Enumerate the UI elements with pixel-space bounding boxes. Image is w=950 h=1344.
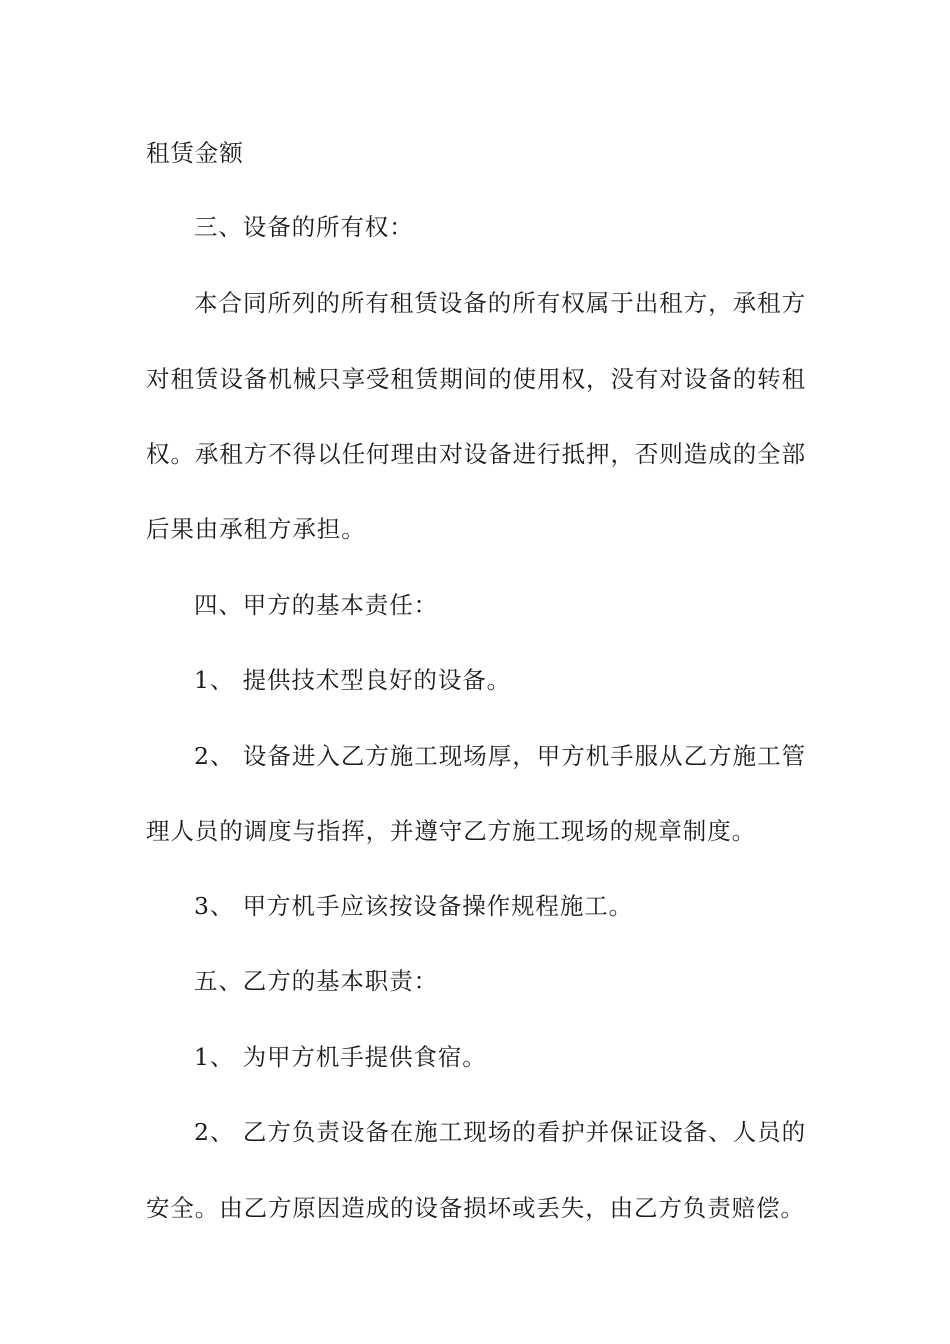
paragraph-line: 后果由承租方承担。 (146, 515, 366, 543)
paragraph-line: 对租赁设备机械只享受租赁期间的使用权，没有对设备的转租 (146, 365, 806, 393)
section-heading-party-b: 五、乙方的基本职责： (194, 967, 438, 995)
paragraph-line: 理人员的调度与指挥，并遵守乙方施工现场的规章制度。 (146, 817, 756, 845)
list-item: 1、 为甲方机手提供食宿。 (194, 1043, 487, 1071)
list-item: 3、 甲方机手应该按设备操作规程施工。 (194, 892, 634, 920)
list-item: 1、 提供技术型良好的设备。 (194, 666, 512, 694)
section-heading-party-a: 四、甲方的基本责任： (194, 591, 438, 619)
list-item: 2、 乙方负责设备在施工现场的看护并保证设备、人员的 (194, 1118, 806, 1146)
paragraph-line: 安全。由乙方原因造成的设备损坏或丢失，由乙方负责赔偿。 (146, 1194, 805, 1222)
list-item: 2、 设备进入乙方施工现场厚，甲方机手服从乙方施工管 (194, 742, 806, 770)
text-line-rental-amount: 租赁金额 (146, 139, 244, 167)
paragraph-line: 权。承租方不得以任何理由对设备进行抵押，否则造成的全部 (146, 440, 806, 468)
paragraph-line: 本合同所列的所有租赁设备的所有权属于出租方，承租方 (194, 289, 806, 317)
section-heading-ownership: 三、设备的所有权： (194, 213, 414, 241)
